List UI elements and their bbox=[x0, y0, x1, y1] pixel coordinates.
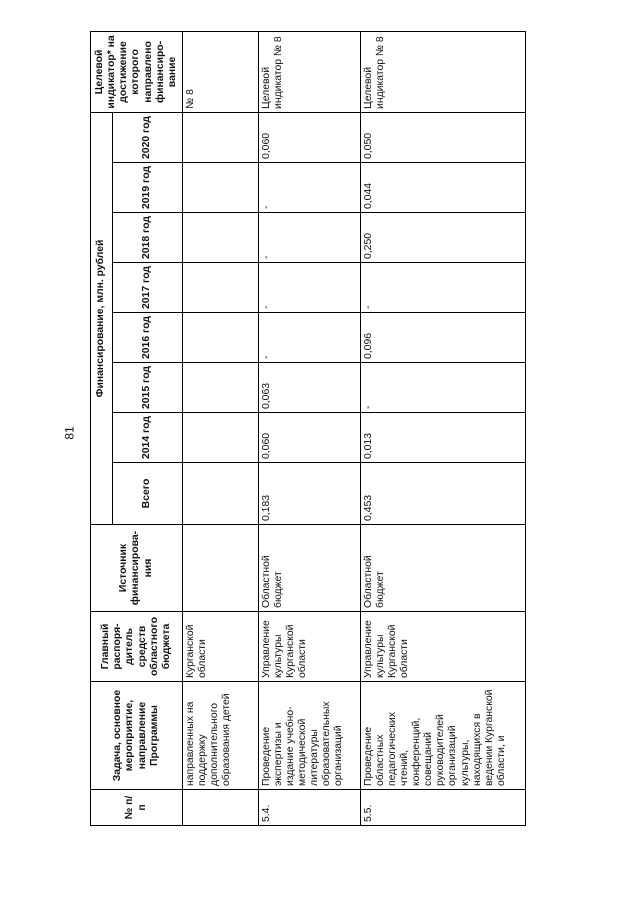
row-source: Областной бюджет bbox=[361, 525, 526, 612]
row-2015: - bbox=[361, 363, 526, 413]
page-number bbox=[62, 418, 78, 448]
row-num: 5.5. bbox=[361, 790, 526, 826]
row-2018: - bbox=[259, 213, 361, 263]
header-num: № п/п bbox=[91, 790, 183, 826]
row-2020: 0,050 bbox=[361, 112, 526, 162]
row-source bbox=[183, 525, 259, 612]
table-row bbox=[361, 31, 526, 825]
row-2016: - bbox=[259, 313, 361, 363]
header-year-2016: 2016 год bbox=[113, 313, 183, 363]
row-source: Областной бюджет bbox=[259, 525, 361, 612]
header-year-2020: 2020 год bbox=[113, 112, 183, 162]
row-manager: Курганской области bbox=[183, 612, 259, 682]
table-row bbox=[259, 31, 361, 825]
row-task: Проведение областных педагогических чтений, конференций, совещаний руководителей организаций культуры, находящихся в ведении Курганской области, и bbox=[361, 682, 526, 790]
row-total: 0,183 bbox=[259, 463, 361, 525]
rotated-page-content bbox=[90, 32, 625, 826]
row-2020: 0,060 bbox=[259, 112, 361, 162]
row-2014: 0,060 bbox=[259, 413, 361, 463]
header-year-2018: 2018 год bbox=[113, 213, 183, 263]
row-total bbox=[183, 463, 259, 525]
row-total: 0,453 bbox=[361, 463, 526, 525]
row-indicator: Целевой индикатор № 8 bbox=[259, 31, 361, 112]
row-2014 bbox=[183, 413, 259, 463]
row-manager: Управление культуры Курганской области bbox=[259, 612, 361, 682]
header-year-2014: 2014 год bbox=[113, 413, 183, 463]
row-task: направленных на поддержку дополнительного образования детей bbox=[183, 682, 259, 790]
row-indicator: № 8 bbox=[183, 31, 259, 112]
row-num bbox=[183, 790, 259, 826]
row-2018: 0,250 bbox=[361, 213, 526, 263]
row-indicator: Целевой индикатор № 8 bbox=[361, 31, 526, 112]
row-task: Проведение экспертизы и издание учебно-методической литературы образовательных организаций bbox=[259, 682, 361, 790]
row-2020 bbox=[183, 112, 259, 162]
row-2017: - bbox=[259, 263, 361, 313]
row-2018 bbox=[183, 213, 259, 263]
row-2015: 0,063 bbox=[259, 363, 361, 413]
row-2019: 0,044 bbox=[361, 163, 526, 213]
header-year-2015: 2015 год bbox=[113, 363, 183, 413]
header-funding: Финансирование, млн. рублей bbox=[91, 112, 113, 524]
row-2014: 0,013 bbox=[361, 413, 526, 463]
row-2019: - bbox=[259, 163, 361, 213]
header-year-2017: 2017 год bbox=[113, 263, 183, 313]
header-indicator: Целевой индикатор* на достижение которого направлено финансиро-вание bbox=[91, 31, 183, 112]
header-task: Задача, основное мероприятие, направление Программы bbox=[91, 682, 183, 790]
rotated-table-container bbox=[90, 32, 625, 826]
row-manager: Управление культуры Курганской области bbox=[361, 612, 526, 682]
row-2015 bbox=[183, 363, 259, 413]
header-manager: Главный распоря-дитель средств областного бюджета bbox=[91, 612, 183, 682]
row-num: 5.4. bbox=[259, 790, 361, 826]
row-2017 bbox=[183, 263, 259, 313]
page-number-text: 81 bbox=[62, 426, 77, 440]
row-2017: - bbox=[361, 263, 526, 313]
header-year-2019: 2019 год bbox=[113, 163, 183, 213]
table-row bbox=[183, 31, 259, 825]
header-source: Источник финансирова-ния bbox=[91, 525, 183, 612]
program-funding-table bbox=[90, 31, 526, 826]
header-row-1 bbox=[91, 31, 113, 825]
header-total: Всего bbox=[113, 463, 183, 525]
row-2016: 0,096 bbox=[361, 313, 526, 363]
row-2019 bbox=[183, 163, 259, 213]
row-2016 bbox=[183, 313, 259, 363]
